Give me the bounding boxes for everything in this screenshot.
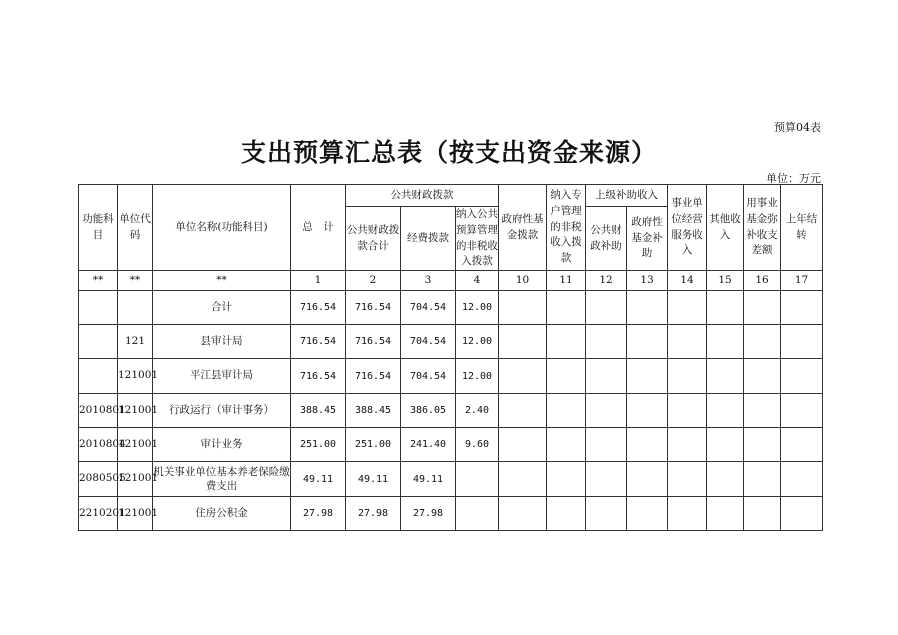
- table-row: [79, 359, 823, 394]
- header-public-fiscal-total: 公共财政拨款合计: [346, 207, 401, 271]
- empty-cell: [499, 428, 547, 462]
- empty-cell: [627, 394, 668, 428]
- public-fiscal-total-cell: 716.54: [346, 291, 401, 325]
- empty-cell: [627, 325, 668, 359]
- func-code-cell: 2010804: [79, 428, 118, 462]
- index-cell: **: [79, 271, 118, 291]
- form-number: 预算04表: [774, 121, 821, 134]
- header-funding: 经费拨款: [401, 207, 456, 271]
- index-cell: **: [153, 271, 291, 291]
- unit-code-cell: 121: [118, 325, 153, 359]
- index-cell: 3: [401, 271, 456, 291]
- public-fiscal-total-cell: 251.00: [346, 428, 401, 462]
- empty-cell: [668, 497, 707, 531]
- header-nontax-public: 纳入公共预算管理的非税收入拨款: [456, 207, 499, 271]
- empty-cell: [586, 359, 627, 394]
- empty-cell: [707, 359, 744, 394]
- empty-cell: [547, 462, 586, 497]
- index-cell: 1: [291, 271, 346, 291]
- empty-cell: [707, 428, 744, 462]
- header-nontax-special: 纳入专户管理的非税收入拨款: [547, 185, 586, 271]
- index-cell: 13: [627, 271, 668, 291]
- empty-cell: [744, 325, 781, 359]
- unit-code-cell: 121001: [118, 359, 153, 394]
- header-unit-name: 单位名称(功能科目): [153, 185, 291, 271]
- header-unit-code: 单位代码: [118, 185, 153, 271]
- nontax-public-cell: 9.60: [456, 428, 499, 462]
- table-header: [79, 185, 823, 291]
- empty-cell: [586, 428, 627, 462]
- empty-cell: [499, 394, 547, 428]
- index-cell: 16: [744, 271, 781, 291]
- empty-cell: [781, 497, 823, 531]
- total-cell: 49.11: [291, 462, 346, 497]
- total-cell: 27.98: [291, 497, 346, 531]
- funding-cell: 704.54: [401, 291, 456, 325]
- unit-code-cell: [118, 291, 153, 325]
- unit-label: 单位：万元: [766, 172, 821, 185]
- empty-cell: [707, 497, 744, 531]
- budget-table: [78, 184, 823, 531]
- empty-cell: [668, 462, 707, 497]
- header-upper-subsidy: 上级补助收入: [586, 185, 668, 207]
- empty-cell: [707, 291, 744, 325]
- nontax-public-cell: 12.00: [456, 325, 499, 359]
- empty-cell: [781, 462, 823, 497]
- nontax-public-cell: [456, 497, 499, 531]
- index-cell: 15: [707, 271, 744, 291]
- unit-name-cell: 审计业务: [153, 428, 291, 462]
- unit-code-cell: 121001: [118, 497, 153, 531]
- empty-cell: [586, 394, 627, 428]
- empty-cell: [744, 394, 781, 428]
- empty-cell: [547, 291, 586, 325]
- empty-cell: [668, 394, 707, 428]
- empty-cell: [547, 394, 586, 428]
- empty-cell: [707, 325, 744, 359]
- public-fiscal-total-cell: 49.11: [346, 462, 401, 497]
- empty-cell: [781, 394, 823, 428]
- empty-cell: [499, 462, 547, 497]
- unit-name-cell: 合计: [153, 291, 291, 325]
- table-row: [79, 497, 823, 531]
- empty-cell: [707, 462, 744, 497]
- index-cell: 10: [499, 271, 547, 291]
- header-carryover: 上年结转: [781, 185, 823, 271]
- total-cell: 716.54: [291, 325, 346, 359]
- funding-cell: 386.05: [401, 394, 456, 428]
- nontax-public-cell: 12.00: [456, 291, 499, 325]
- header-upper-public: 公共财政补助: [586, 207, 627, 271]
- unit-name-cell: 县审计局: [153, 325, 291, 359]
- nontax-public-cell: [456, 462, 499, 497]
- empty-cell: [499, 497, 547, 531]
- empty-cell: [627, 462, 668, 497]
- empty-cell: [627, 291, 668, 325]
- empty-cell: [499, 359, 547, 394]
- empty-cell: [627, 497, 668, 531]
- total-cell: 251.00: [291, 428, 346, 462]
- func-code-cell: [79, 325, 118, 359]
- empty-cell: [781, 428, 823, 462]
- unit-name-cell: 机关事业单位基本养老保险缴费支出: [153, 462, 291, 497]
- index-cell: **: [118, 271, 153, 291]
- public-fiscal-total-cell: 27.98: [346, 497, 401, 531]
- table-row: [79, 428, 823, 462]
- unit-code-cell: 121001: [118, 394, 153, 428]
- empty-cell: [547, 359, 586, 394]
- public-fiscal-total-cell: 716.54: [346, 359, 401, 394]
- empty-cell: [586, 325, 627, 359]
- funding-cell: 27.98: [401, 497, 456, 531]
- empty-cell: [627, 428, 668, 462]
- unit-code-cell: 121001: [118, 462, 153, 497]
- header-gov-fund: 政府性基金拨款: [499, 185, 547, 271]
- empty-cell: [744, 359, 781, 394]
- empty-cell: [781, 359, 823, 394]
- total-cell: 716.54: [291, 359, 346, 394]
- page-title: 支出预算汇总表（按支出资金来源）: [240, 138, 657, 167]
- empty-cell: [499, 325, 547, 359]
- header-public-fiscal: 公共财政拨款: [346, 185, 499, 207]
- func-code-cell: [79, 291, 118, 325]
- public-fiscal-total-cell: 716.54: [346, 325, 401, 359]
- table-row: [79, 462, 823, 497]
- index-cell: 17: [781, 271, 823, 291]
- empty-cell: [547, 497, 586, 531]
- unit-name-cell: 住房公积金: [153, 497, 291, 531]
- header-upper-gov: 政府性基金补助: [627, 207, 668, 271]
- empty-cell: [781, 325, 823, 359]
- total-cell: 716.54: [291, 291, 346, 325]
- empty-cell: [668, 359, 707, 394]
- empty-cell: [627, 359, 668, 394]
- header-business-income: 事业单位经营服务收入: [668, 185, 707, 271]
- empty-cell: [668, 325, 707, 359]
- index-cell: 11: [547, 271, 586, 291]
- func-code-cell: [79, 359, 118, 394]
- nontax-public-cell: 12.00: [456, 359, 499, 394]
- index-cell: 4: [456, 271, 499, 291]
- header-fund-offset: 用事业基金弥补收支差额: [744, 185, 781, 271]
- funding-cell: 704.54: [401, 359, 456, 394]
- empty-cell: [744, 291, 781, 325]
- func-code-cell: 2210201: [79, 497, 118, 531]
- empty-cell: [547, 428, 586, 462]
- index-row: [79, 271, 823, 291]
- empty-cell: [499, 291, 547, 325]
- func-code-cell: 2080505: [79, 462, 118, 497]
- header-func-code: 功能科目: [79, 185, 118, 271]
- funding-cell: 241.40: [401, 428, 456, 462]
- index-cell: 12: [586, 271, 627, 291]
- total-cell: 388.45: [291, 394, 346, 428]
- func-code-cell: 2010801: [79, 394, 118, 428]
- empty-cell: [781, 291, 823, 325]
- table-row: [79, 291, 823, 325]
- empty-cell: [707, 394, 744, 428]
- empty-cell: [668, 291, 707, 325]
- empty-cell: [744, 497, 781, 531]
- funding-cell: 49.11: [401, 462, 456, 497]
- funding-cell: 704.54: [401, 325, 456, 359]
- table-row: [79, 394, 823, 428]
- unit-name-cell: 行政运行（审计事务）: [153, 394, 291, 428]
- empty-cell: [668, 428, 707, 462]
- empty-cell: [586, 497, 627, 531]
- nontax-public-cell: 2.40: [456, 394, 499, 428]
- table-row: [79, 325, 823, 359]
- index-cell: 14: [668, 271, 707, 291]
- unit-code-cell: 121001: [118, 428, 153, 462]
- index-cell: 2: [346, 271, 401, 291]
- empty-cell: [547, 325, 586, 359]
- header-total: 总 计: [291, 185, 346, 271]
- header-other-income: 其他收入: [707, 185, 744, 271]
- empty-cell: [744, 462, 781, 497]
- unit-name-cell: 平江县审计局: [153, 359, 291, 394]
- empty-cell: [744, 428, 781, 462]
- public-fiscal-total-cell: 388.45: [346, 394, 401, 428]
- empty-cell: [586, 291, 627, 325]
- empty-cell: [586, 462, 627, 497]
